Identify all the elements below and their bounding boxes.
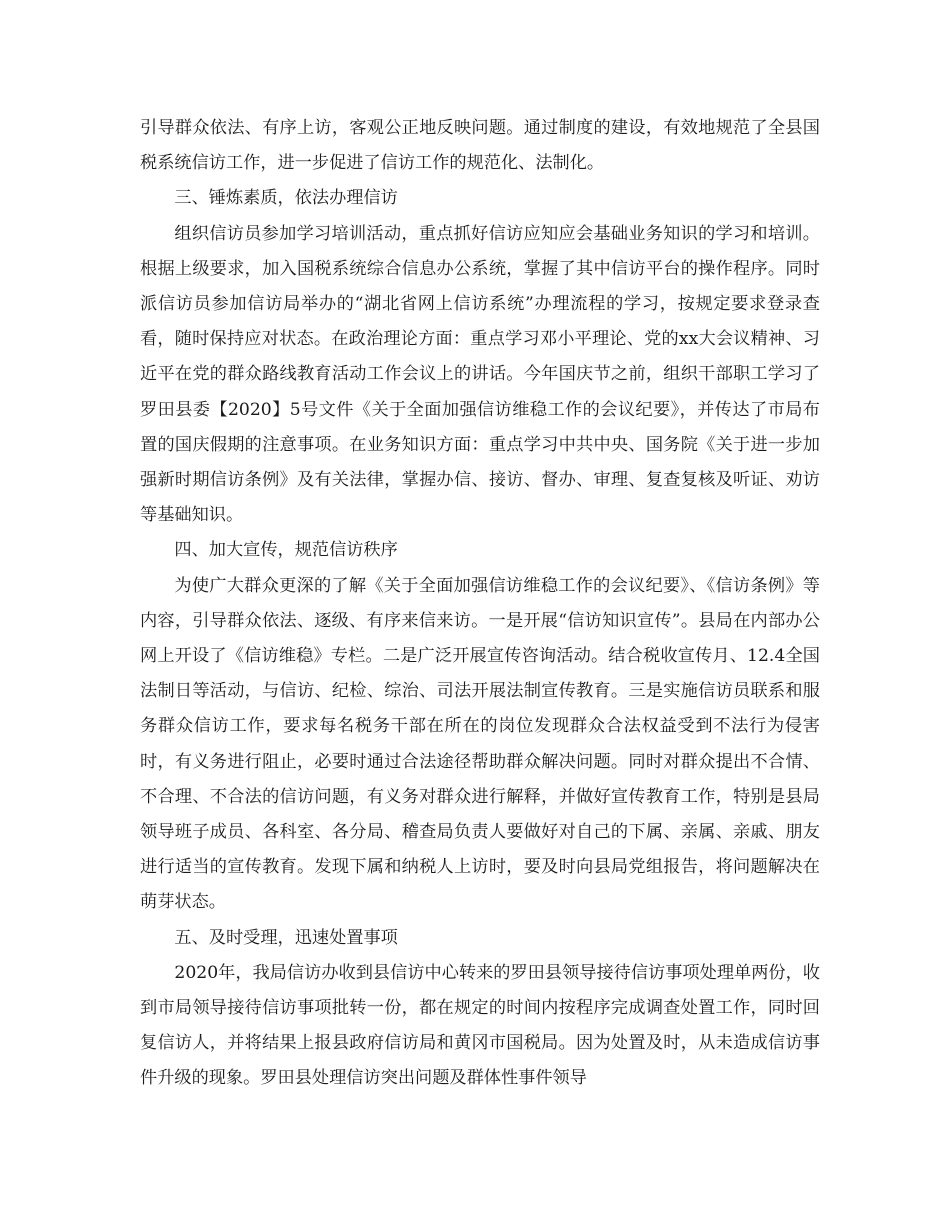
paragraph-publicity: 为使广大群众更深的了解《关于全面加强信访维稳工作的会议纪要》、《信访条例》等内容，引导群众依法、逐级、有序来信来访。一是开展“信访知识宣传”。县局在内部办公网上开设了《信访维稳》专栏。二是广泛开展宣传咨询活动。结合税收宣传月、12.4全国法制日等活动，与信访、纪检、综治、司法开展法制宣传教育。三是实施信访员联系和服务群众信访工作，要求每名税务干部在所在的岗位发现群众合法权益受到不法行为侵害时，有义务进行阻止，必要时通过合法途径帮助群众解决问题。同时对群众提出不合情、不合理、不合法的信访问题，有义务对群众进行解释，并做好宣传教育工作，特别是县局领导班子成员、各科室、各分局、稽查局负责人要做好对自己的下属、亲属、亲戚、朋友进行适当的宣传教育。发现下属和纳税人上访时，要及时向县局党组报告，将问题解决在萌芽状态。 xyxy=(140,575,820,913)
section-heading-5: 五、及时受理，迅速处置事项 xyxy=(174,927,398,948)
section-heading-4: 四、加大宣传，规范信访秩序 xyxy=(174,540,398,561)
document-body xyxy=(140,111,820,1097)
paragraph-handling: 2020年，我局信访办收到县信访中心转来的罗田县领导接待信访事项处理单两份，收到市局领导接待信访事项批转一份，都在规定的时间内按程序完成调查处置工作，同时回复信访人，并将结果上报县政府信访局和黄冈市国税局。因为处置及时，从未造成信访事件升级的现象。罗田县处理信访突出问题及群体性事件领导 xyxy=(140,962,820,1089)
paragraph-training: 组织信访员参加学习培训活动，重点抓好信访应知应会基础业务知识的学习和培训。根据上级要求，加入国税系统综合信息办公系统，掌握了其中信访平台的操作程序。同时派信访员参加信访局举办的“湖北省网上信访系统”办理流程的学习，按规定要求登录查看，随时保持应对状态。在政治理论方面：重点学习邓小平理论、党的xx大会议精神、习近平在党的群众路线教育活动工作会议上的讲话。今年国庆节之前，组织干部职工学习了罗田县委【2020】5号文件《关于全面加强信访维稳工作的会议纪要》，并传达了市局布置的国庆假期的注意事项。在业务知识方面：重点学习中共中央、国务院《关于进一步加强新时期信访条例》及有关法律，掌握办信、接访、督办、审理、复查复核及听证、劝访等基础知识。 xyxy=(140,223,820,526)
section-heading-3: 三、锤炼素质，依法办理信访 xyxy=(174,188,398,209)
paragraph-intro-continued: 引导群众依法、有序上访，客观公正地反映问题。通过制度的建设，有效地规范了全县国税系统信访工作，进一步促进了信访工作的规范化、法制化。 xyxy=(140,118,820,174)
